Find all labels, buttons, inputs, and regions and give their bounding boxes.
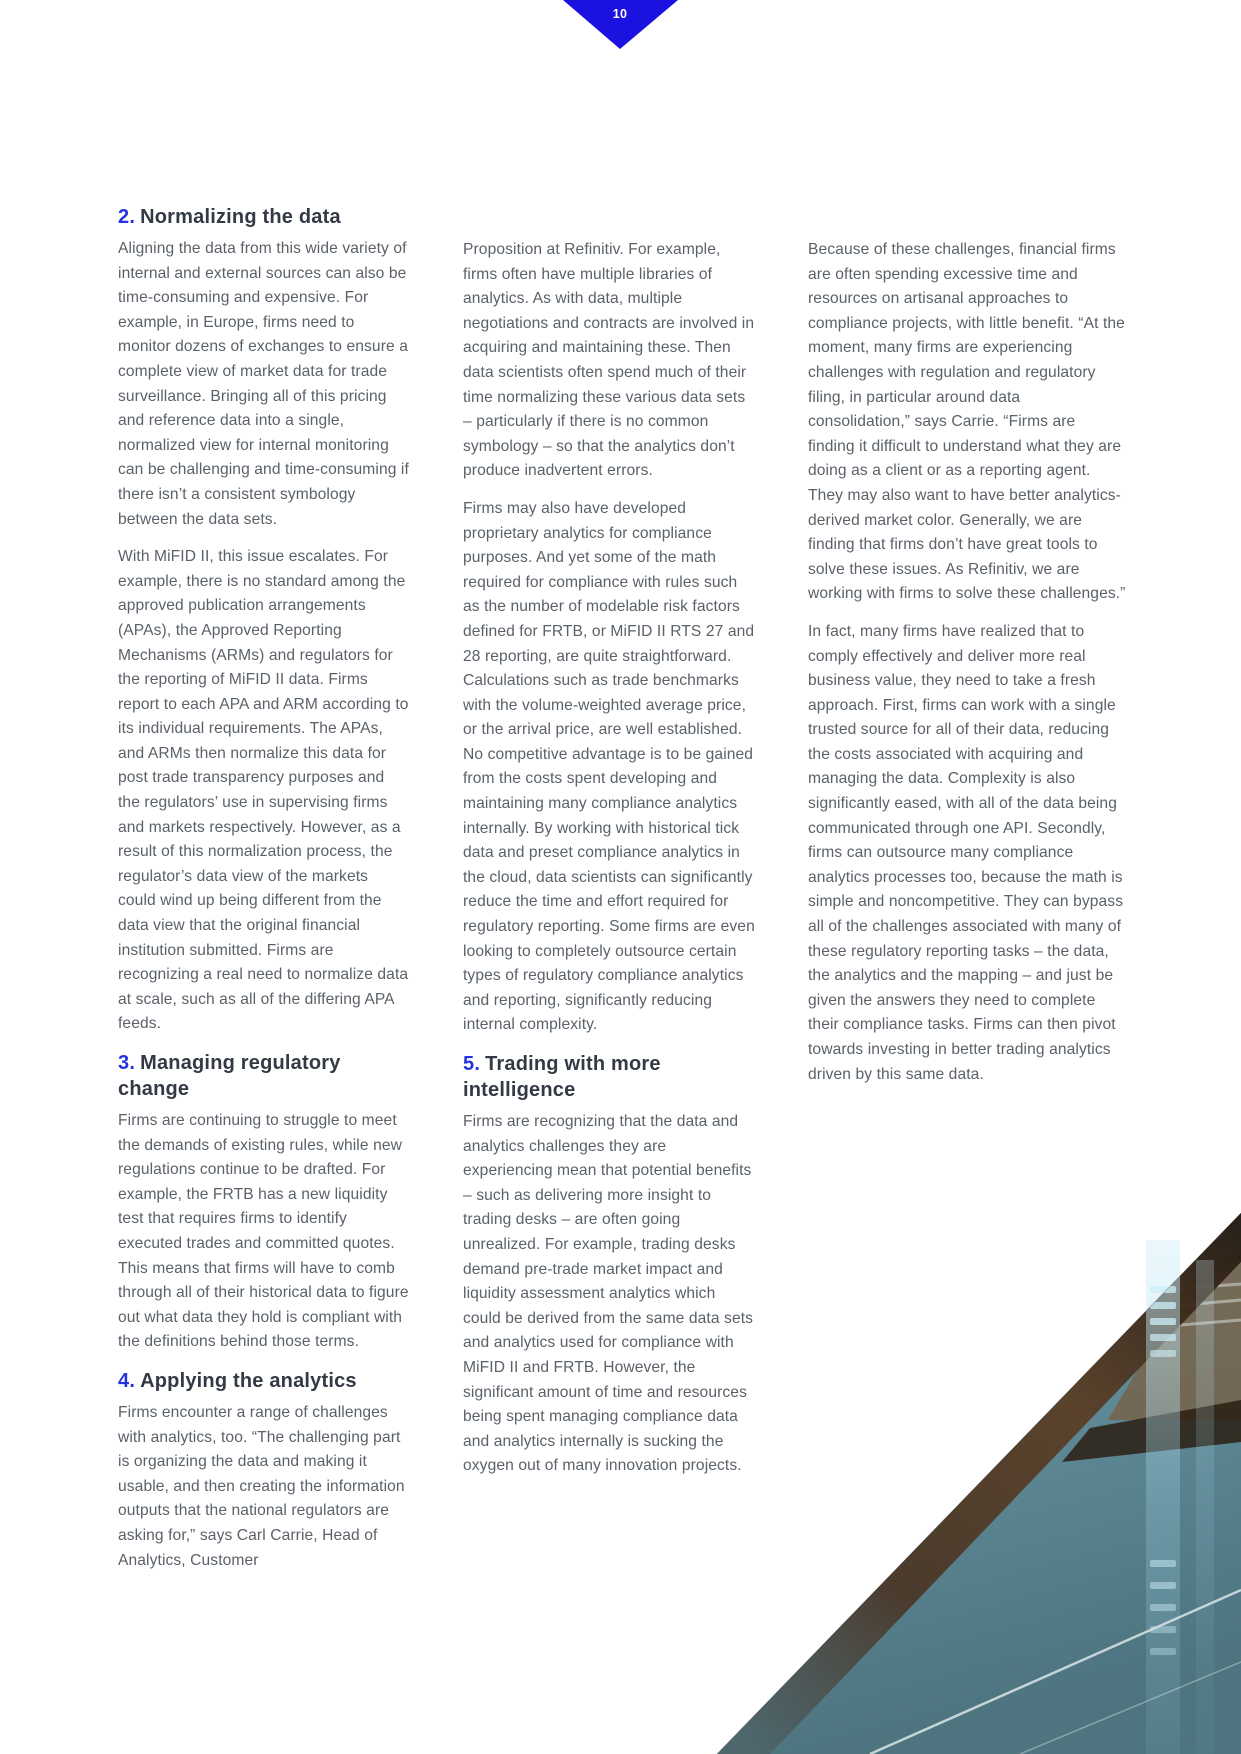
section-number: 5.: [463, 1053, 481, 1075]
section-heading-trading-with-more-intelligence: [463, 1051, 755, 1103]
body-paragraph: Firms are recognizing that the data and analytics challenges they are experiencing mean that potential benefits – such as delivering more insight to trading desks – are often going unrealized. For example, trading desks demand pre-trade market impact and liquidity assessment analytics which could be derived from the same data sets and analytics used for compliance with MiFID II and FRTB. However, the significant amount of time and resources being spent managing compliance data and analytics internally is sucking the oxygen out of many innovation projects.: [463, 1113, 754, 1475]
section-heading-applying-the-analytics: [118, 1368, 410, 1394]
body-paragraph: Firms encounter a range of challenges with analytics, too. “The challenging part is organizing the data and making it usable, and then creating the information outputs that the national regulators are asking for,” says Carl Carrie, Head of Analytics, Customer: [118, 1403, 405, 1569]
page-number: 10: [612, 7, 628, 21]
body-paragraph: With MiFID II, this issue escalates. For example, there is no standard among the approved publication arrangements (APAs), the Approved Reporting Mechanisms (ARMs) and regulators for the reporting of MiFID II data. Firms report to each APA and ARM according to its individual requirements. The APAs, and ARMs then normalize this data for post trade transparency purposes and the regulators’ use in supervising firms and markets respectively. However, as a result of this normalization process, the regulator’s data view of the markets could wind up being different from the data view that the original financial institution submitted. Firms are recognizing a real need to normalize data at scale, such as all of the differing APA feeds.: [118, 548, 409, 1033]
section-number: 2.: [118, 206, 136, 228]
text-column-3: [808, 204, 1126, 1100]
section-title: Applying the analytics: [140, 1369, 357, 1392]
text-column-1: [118, 204, 410, 1586]
section-title: Managing regulatory change: [118, 1052, 341, 1100]
section-number: 4.: [118, 1369, 136, 1392]
text-column-2: [463, 204, 755, 1492]
body-paragraph: Proposition at Refinitiv. For example, firms often have multiple libraries of analytics. As with data, multiple negotiations and contracts are involved in acquiring and maintaining these. Then data scientists often spend much of their time normalizing these various data sets – particularly if there is no common symbology – so that the analytics don’t produce inadvertent errors.: [463, 241, 755, 480]
body-paragraph: Because of these challenges, financial firms are often spending excessive time and resources on artisanal approaches to compliance projects, with little benefit. “At the moment, many firms are experiencing challenges with regulation and regulatory filing, in particular around data consolidation,” says Carrie. “Firms are finding it difficult to understand what they are doing as a client or as a reporting agent. They may also want to have better analytics-derived market color. Generally, we are finding that firms don’t have great tools to solve these issues. As Refinitiv, we are working with firms to solve these challenges.”: [808, 241, 1126, 603]
body-paragraph: In fact, many firms have realized that to comply effectively and deliver more real business value, they need to take a fresh approach. First, firms can work with a single trusted source for all of their data, reducing the costs associated with acquiring and managing the data. Complexity is also significantly eased, with all of the data being communicated through one API. Secondly, firms can outsource many compliance analytics processes too, because the math is simple and noncompetitive. They can bypass all of the challenges associated with many of these regulatory reporting tasks – the data, the analytics and the mapping – and just be given the answers they need to complete their compliance tasks. Firms can then pivot towards investing in better trading analytics driven by this same data.: [808, 622, 1124, 1083]
hero-photo: [717, 1213, 1241, 1754]
body-paragraph: Firms may also have developed proprietary analytics for compliance purposes. And yet some of the math required for compliance with rules such as the number of modelable risk factors defined for FRTB, or MiFID II RTS 27 and 28 reporting, are quite straightforward. Calculations such as trade benchmarks with the volume-weighted average price, or the arrival price, are well established. No competitive advantage is to be gained from the costs spent developing and maintaining many compliance analytics internally. By working with historical tick data and preset compliance analytics in the cloud, data scientists can significantly reduce the time and effort required for regulatory reporting. Some firms are even looking to completely outsource certain types of regulatory compliance analytics and reporting, significantly reducing internal complexity.: [463, 499, 755, 1034]
section-number: 3.: [118, 1052, 136, 1074]
body-paragraph: Aligning the data from this wide variety of internal and external sources can also be time-consuming and expensive. For example, in Europe, firms need to monitor dozens of exchanges to ensure a complete view of market data for trade surveillance. Bringing all of this pricing and reference data into a single, normalized view for internal monitoring can be challenging and time-consuming if there isn’t a consistent symbology between the data sets.: [118, 240, 409, 528]
section-heading-managing-regulatory-change: [118, 1050, 410, 1102]
body-paragraph: Firms are continuing to struggle to meet the demands of existing rules, while new regulations continue to be drafted. For example, the FRTB has a new liquidity test that requires firms to identify executed trades and committed quotes. This means that firms will have to comb through all of their historical data to figure out what data they hold is compliant with the definitions behind those terms.: [118, 1112, 409, 1351]
section-heading-normalizing-the-data: [118, 204, 410, 230]
section-title: Trading with more intelligence: [463, 1053, 661, 1101]
photo-glow-strip: [1146, 1240, 1180, 1754]
section-title: Normalizing the data: [140, 206, 341, 228]
